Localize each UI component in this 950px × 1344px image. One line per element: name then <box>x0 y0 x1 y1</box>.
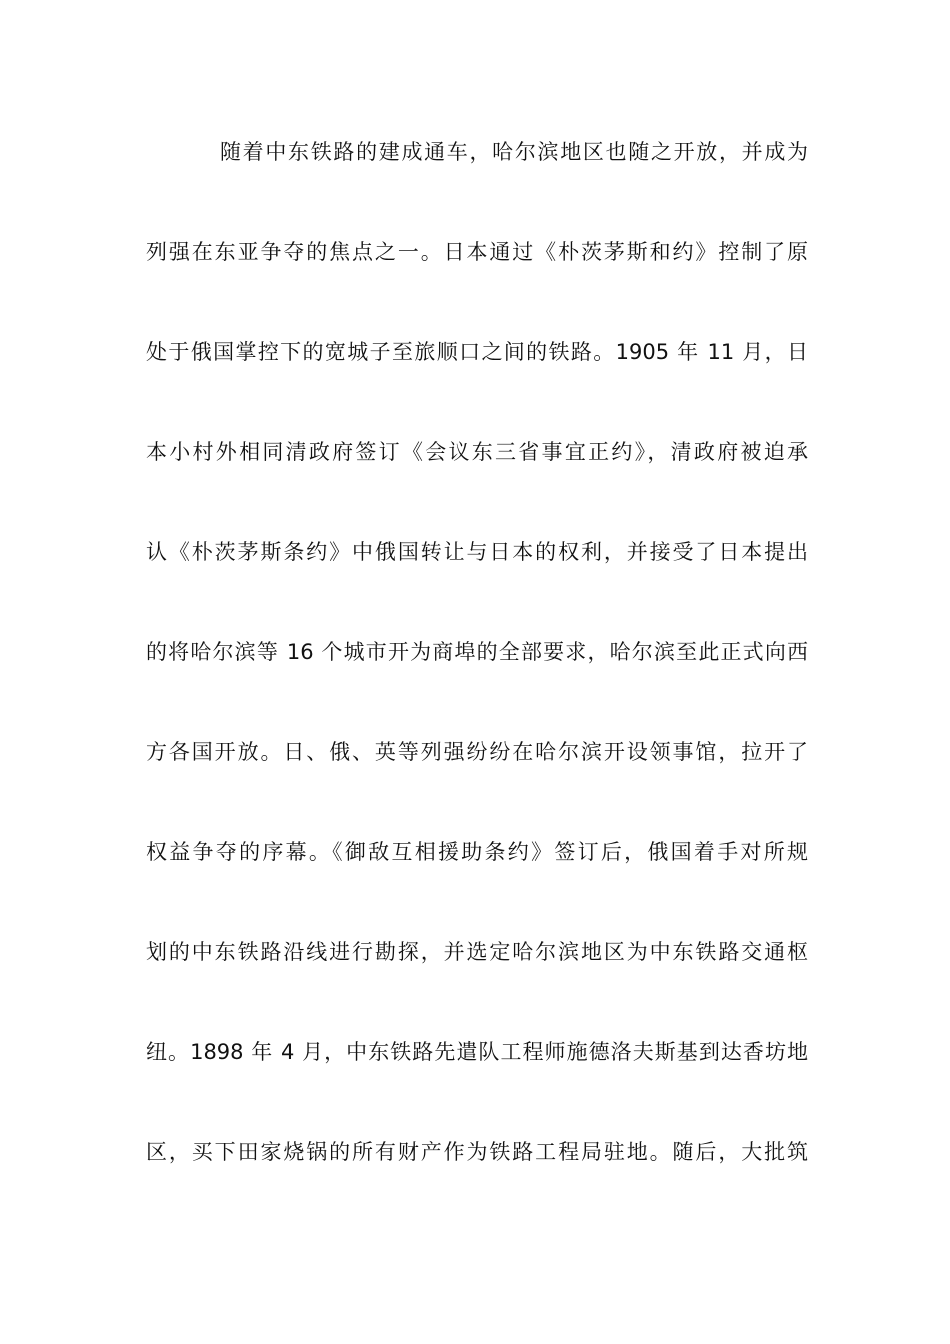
text-line: 本小村外相同清政府签订《会议东三省事宜正约》，清政府被迫承 <box>146 440 808 464</box>
text-line: 认《朴茨茅斯条约》中俄国转让与日本的权利，并接受了日本提出 <box>146 540 808 564</box>
body-paragraph <box>146 130 808 1230</box>
text-line: 列强在东亚争夺的焦点之一。日本通过《朴茨茅斯和约》控制了原 <box>146 240 808 264</box>
text-line: 纽。1898 年 4 月，中东铁路先遣队工程师施德洛夫斯基到达香坊地 <box>146 1040 808 1064</box>
text-line: 区，买下田家烧锅的所有财产作为铁路工程局驻地。随后，大批筑 <box>146 1140 808 1164</box>
text-line: 的将哈尔滨等 16 个城市开为商埠的全部要求，哈尔滨至此正式向西 <box>146 640 808 664</box>
text-line: 处于俄国掌控下的宽城子至旅顺口之间的铁路。1905 年 11 月，日 <box>146 340 808 364</box>
text-line: 权益争夺的序幕。《御敌互相援助条约》签订后，俄国着手对所规 <box>146 840 808 864</box>
text-line: 划的中东铁路沿线进行勘探，并选定哈尔滨地区为中东铁路交通枢 <box>146 940 808 964</box>
text-line: 方各国开放。日、俄、英等列强纷纷在哈尔滨开设领事馆，拉开了 <box>146 740 808 764</box>
text-line: 随着中东铁路的建成通车，哈尔滨地区也随之开放，并成为 <box>220 140 808 164</box>
